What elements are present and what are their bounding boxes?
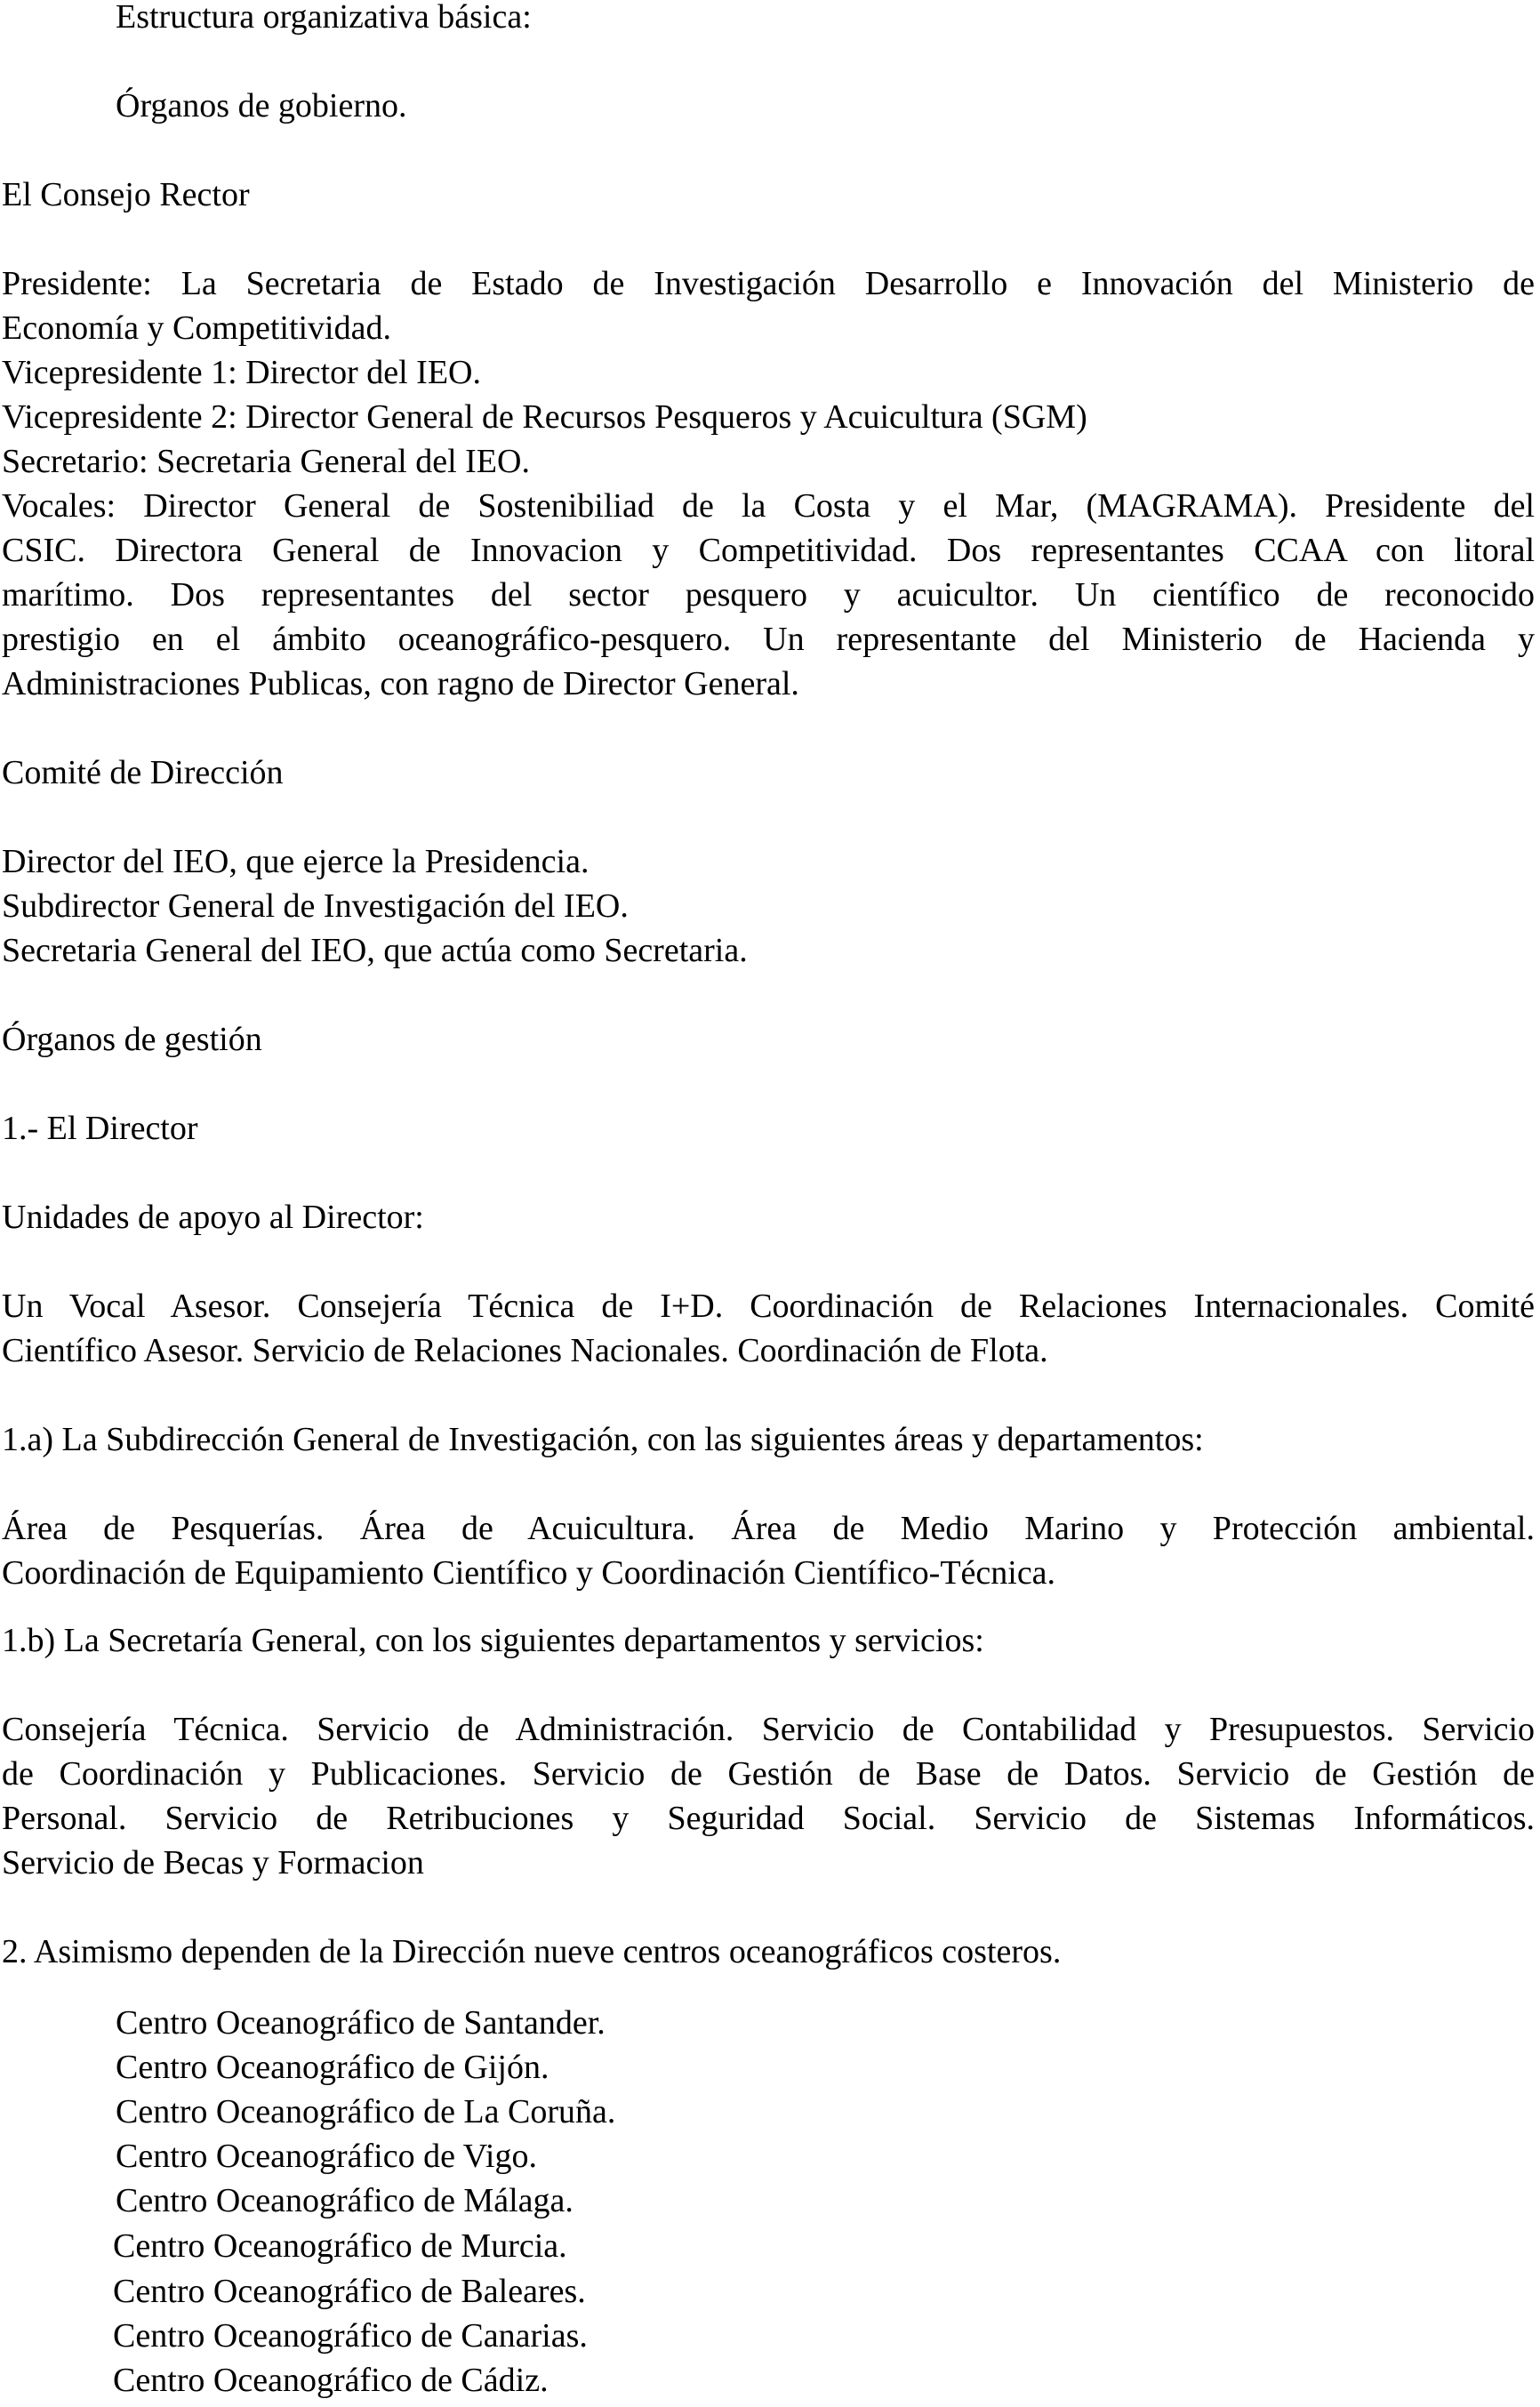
centro-item: Centro Oceanográfico de Gijón. (116, 2049, 549, 2086)
director-heading: 1.- El Director (2, 1110, 198, 1147)
consejo-rector-title: El Consejo Rector (2, 176, 250, 213)
secretaria-title: 1.b) La Secretaría General, con los siguientes departamentos y servicios: (2, 1622, 984, 1659)
vocales-line: marítimo. Dos representantes del sector pesquero y acuicultor. Un científico de reconocido (2, 576, 1535, 614)
secretario: Secretario: Secretaria General del IEO. (2, 443, 530, 480)
gestion-title: Órganos de gestión (2, 1021, 262, 1058)
government-heading: Órganos de gobierno. (116, 87, 407, 124)
comite-item: Subdirector General de Investigación del IEO. (2, 887, 629, 925)
vocales-line: Vocales: Director General de Sostenibiliad de la Costa y el Mar, (MAGRAMA). Presidente del (2, 487, 1535, 525)
subdireccion-line: Coordinación de Equipamiento Científico y Coordinación Científico-Técnica. (2, 1554, 1056, 1592)
centro-item: Centro Oceanográfico de Málaga. (116, 2182, 573, 2219)
secretaria-line: de Coordinación y Publicaciones. Servicio de Gestión de Base de Datos. Servicio de Gestión de (2, 1755, 1535, 1793)
comite-item: Secretaria General del IEO, que actúa como Secretaria. (2, 932, 748, 969)
vicepresidente-2: Vicepresidente 2: Director General de Recursos Pesqueros y Acuicultura (SGM) (2, 398, 1087, 436)
centro-item: Centro Oceanográfico de Vigo. (116, 2138, 537, 2175)
centro-item: Centro Oceanográfico de Santander. (116, 2004, 606, 2042)
structure-heading: Estructura organizativa básica: (116, 0, 532, 36)
centro-item: Centro Oceanográfico de Baleares. (113, 2273, 586, 2310)
comite-item: Director del IEO, que ejerce la Presidencia. (2, 843, 590, 880)
secretaria-line: Servicio de Becas y Formacion (2, 1844, 424, 1881)
centros-title: 2. Asimismo dependen de la Dirección nueve centros oceanográficos costeros. (2, 1933, 1062, 1970)
presidente-line-2: Economía y Competitividad. (2, 309, 391, 347)
centro-item: Centro Oceanográfico de Canarias. (113, 2317, 588, 2355)
centro-item: Centro Oceanográfico de La Coruña. (116, 2093, 616, 2130)
presidente-line-1: Presidente: La Secretaria de Estado de Investigación Desarrollo e Innovación del Ministerio de (2, 265, 1535, 302)
secretaria-line: Consejería Técnica. Servicio de Administración. Servicio de Contabilidad y Presupuestos. Servicio (2, 1711, 1535, 1748)
secretaria-line: Personal. Servicio de Retribuciones y Seguridad Social. Servicio de Sistemas Informáticos. (2, 1800, 1535, 1837)
vocales-line: CSIC. Directora General de Innovacion y Competitividad. Dos representantes CCAA con litoral (2, 532, 1535, 569)
centro-item: Centro Oceanográfico de Murcia. (113, 2227, 567, 2265)
vicepresidente-1: Vicepresidente 1: Director del IEO. (2, 354, 481, 391)
apoyo-line: Un Vocal Asesor. Consejería Técnica de I+D. Coordinación de Relaciones Internacionales. Comité (2, 1288, 1535, 1325)
comite-title: Comité de Dirección (2, 754, 284, 791)
subdireccion-title: 1.a) La Subdirección General de Investigación, con las siguientes áreas y departamentos: (2, 1421, 1204, 1458)
vocales-line: prestigio en el ámbito oceanográfico-pesquero. Un representante del Ministerio de Hacienda y (2, 621, 1535, 658)
subdireccion-line: Área de Pesquerías. Área de Acuicultura. Área de Medio Marino y Protección ambiental. (2, 1510, 1535, 1547)
vocales-line: Administraciones Publicas, con ragno de Director General. (2, 665, 799, 702)
apoyo-title: Unidades de apoyo al Director: (2, 1199, 424, 1236)
apoyo-line: Científico Asesor. Servicio de Relaciones Nacionales. Coordinación de Flota. (2, 1332, 1048, 1369)
centro-item: Centro Oceanográfico de Cádiz. (113, 2362, 549, 2399)
